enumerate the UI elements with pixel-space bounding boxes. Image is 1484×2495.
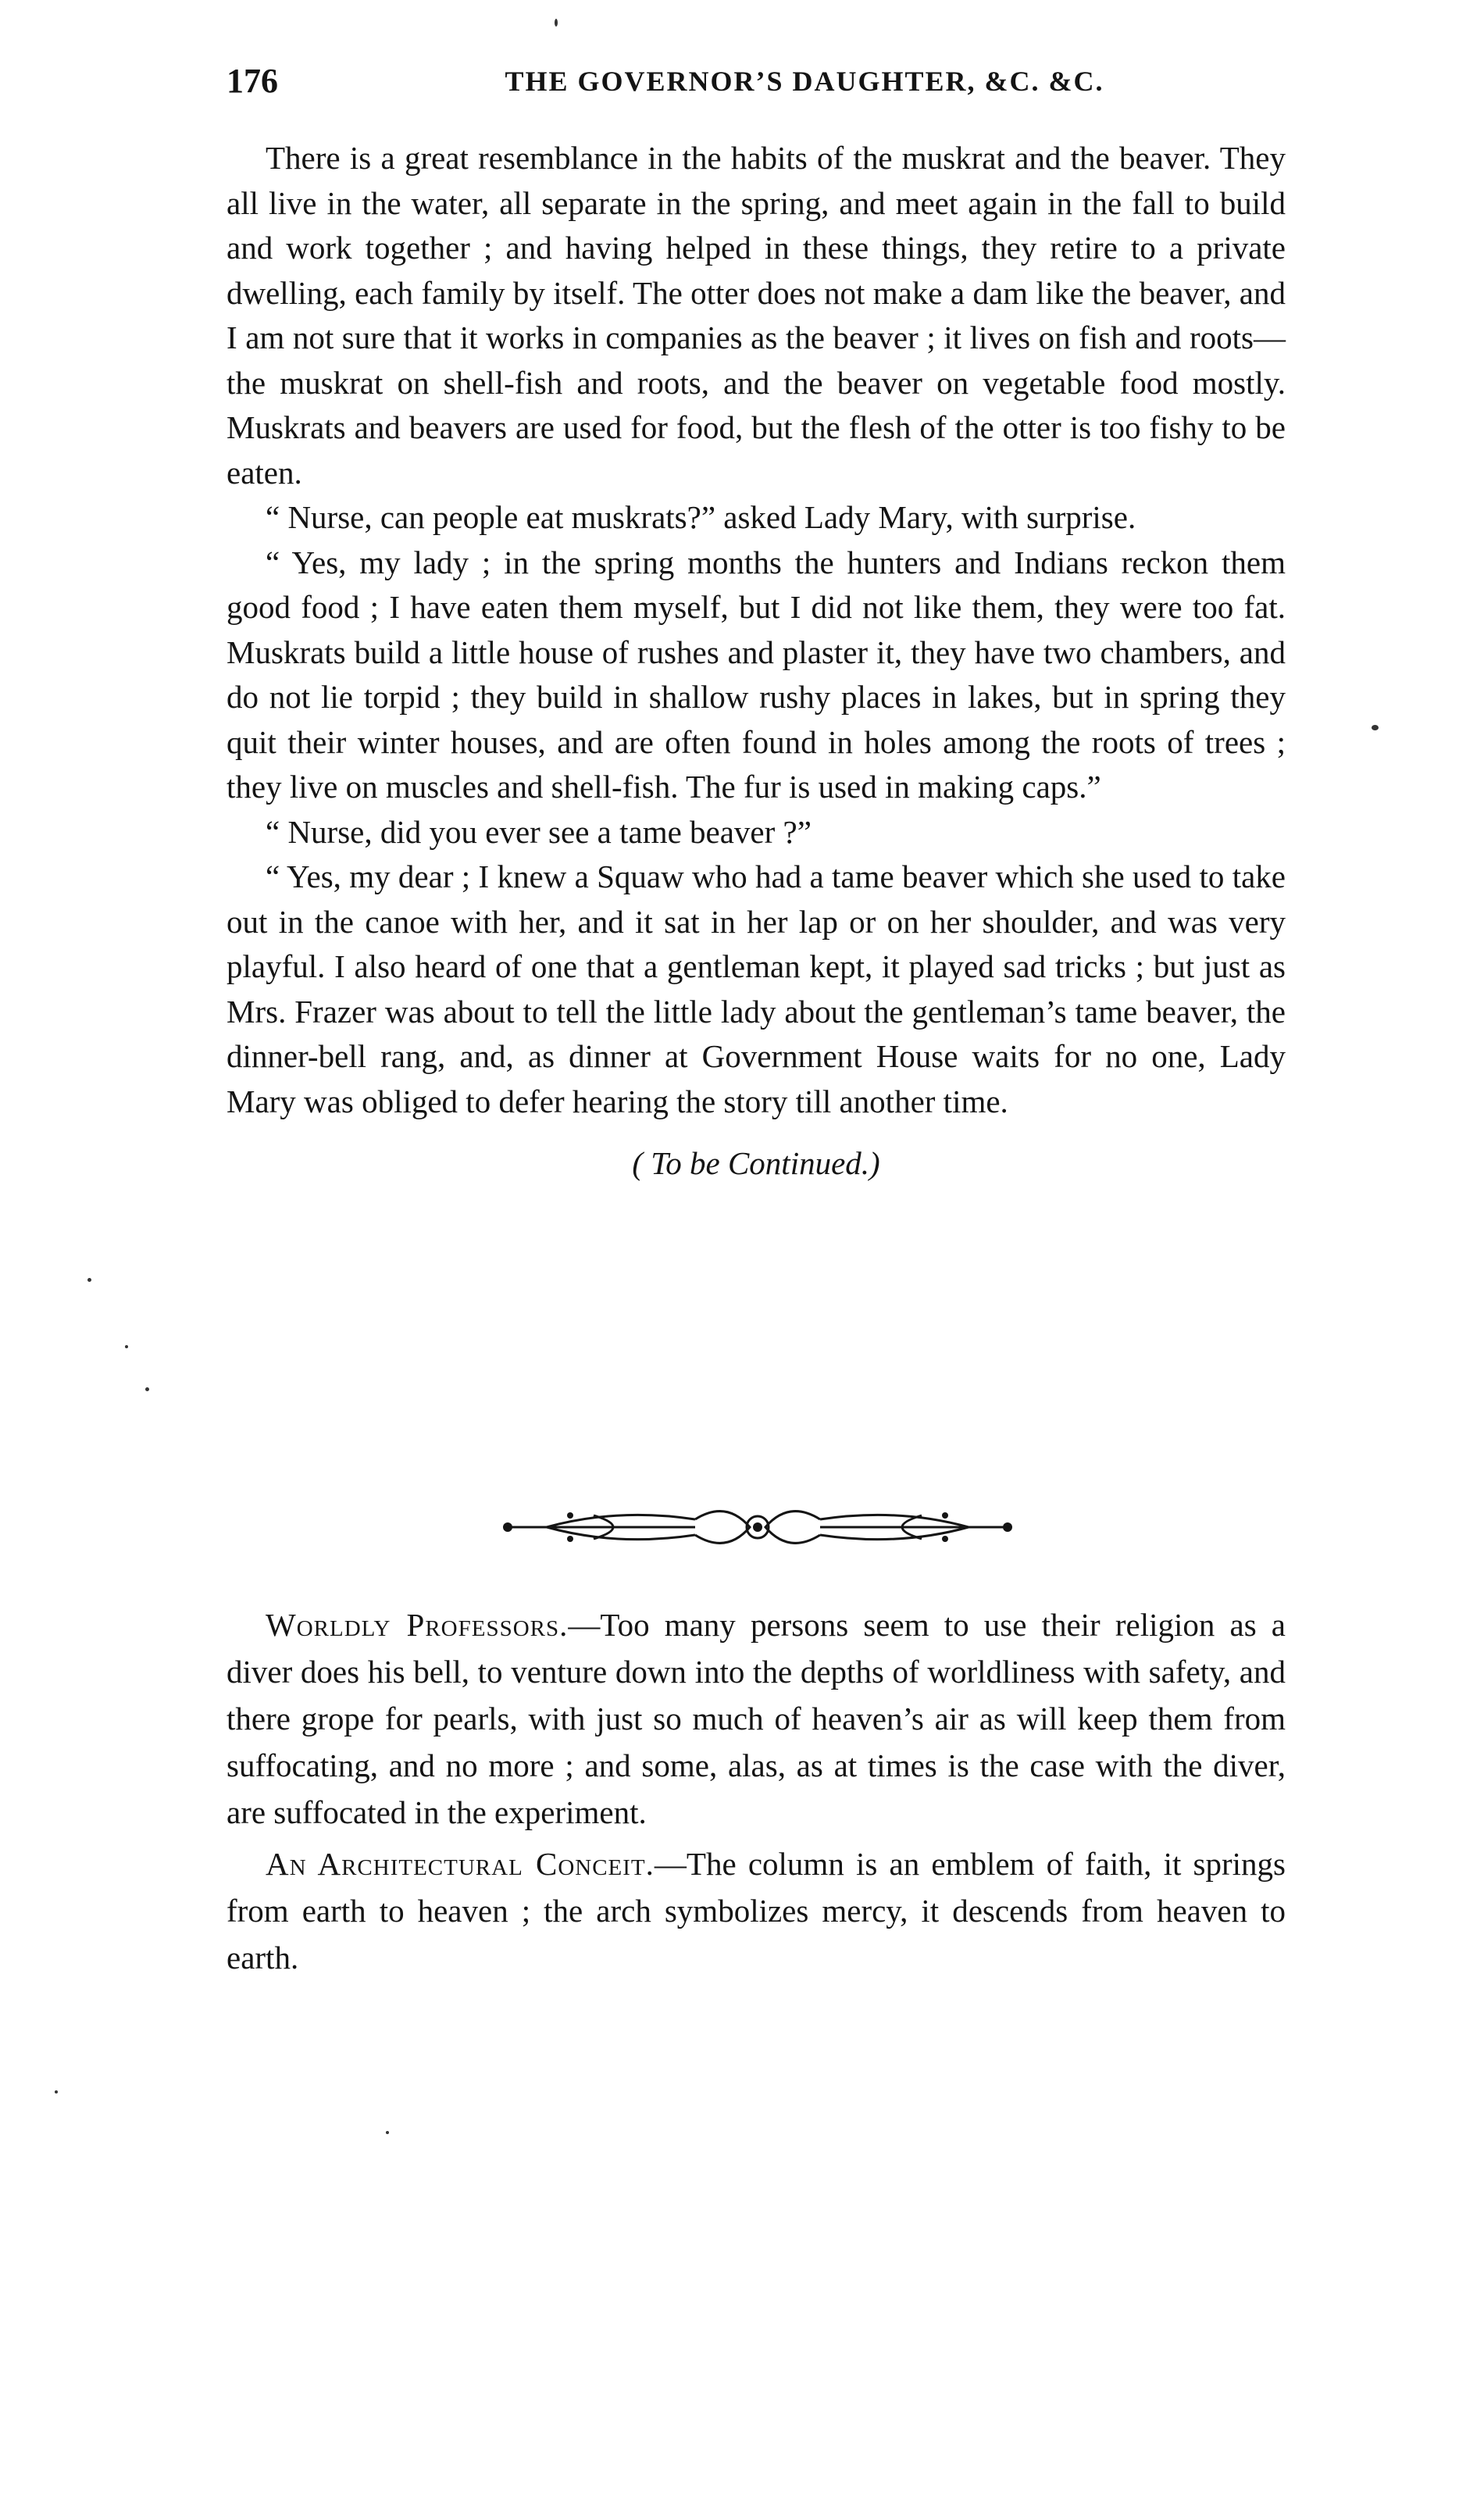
print-speck	[555, 19, 558, 27]
paragraph: “ Yes, my lady ; in the spring months the hunters and Indians reckon them good food ; I have eaten them myself, but I did not like them, they were too fat. Muskrats build a little house of rushes and plaster it, they have two chambers, and do not lie torpid ; they build in shallow rushy places in lakes, but in spring they quit their winter houses, and are often found in holes among the roots of trees ; they live on muscles and shell-fish. The fur is used in making caps.”	[227, 544, 1286, 805]
article-architectural-conceit	[227, 1840, 1286, 1981]
running-title: THE GOVERNOR’S DAUGHTER, &C. &C.	[505, 66, 1104, 97]
article-heading: An Architectural Conceit.	[266, 1846, 655, 1882]
print-speck	[55, 2090, 58, 2093]
paragraph: There is a great resemblance in the habits of the muskrat and the beaver. They all live in the water, all separate in the spring, and meet again in the fall to build and work together ; and having helped in these things, they retire to a private dwelling, each family by itself. The otter does not make a dam like the beaver, and I am not sure that it works in companies as the beaver ; it lives on fish and roots—the muskrat on shell-fish and roots, and the beaver on vegetable food mostly. Muskrats and beavers are used for food, but the flesh of the otter is too fishy to be eaten.	[227, 140, 1286, 491]
page-number: 176	[227, 62, 278, 100]
paragraph: “ Yes, my dear ; I knew a Squaw who had a tame beaver which she used to take out in the canoe with her, and it sat in her lap or on her shoulder, and was very playful. I also heard of one that a gentleman kept, it played sad tricks ; but just as Mrs. Frazer was about to tell the little lady about the gentleman’s tame beaver, the dinner-bell rang, and, as dinner at Government House waits for no one, Lady Mary was obliged to defer hearing the story till another time.	[227, 858, 1286, 1119]
ornamental-divider-icon	[500, 1492, 1015, 1562]
article-text: —The column is an emblem of faith, it springs from earth to heaven ; the arch symbolizes mercy, it descends from heaven to earth.	[227, 1846, 1286, 1976]
running-head	[227, 58, 1289, 105]
print-speck	[145, 1387, 149, 1391]
short-articles	[227, 1601, 1286, 1981]
story-text	[227, 136, 1286, 1187]
print-speck	[386, 2131, 389, 2134]
article-heading: Worldly Professors.	[266, 1607, 569, 1643]
print-speck	[1372, 725, 1379, 730]
article-text: —Too many persons seem to use their religion as a diver does his bell, to venture down into the depths of worldliness with safety, and there grope for pearls, with just so much of heaven’s air as will keep them from suffocating, and no more ; and some, alas, as at times is the case with the diver, are suffocated in the experiment.	[227, 1607, 1286, 1830]
article-worldly-professors	[227, 1601, 1286, 1836]
paragraph: “ Nurse, did you ever see a tame beaver ?”	[266, 813, 812, 850]
to-be-continued-note: ( To be Continued.)	[632, 1145, 880, 1181]
print-speck	[87, 1278, 91, 1282]
print-speck	[125, 1345, 128, 1348]
paragraph: “ Nurse, can people eat muskrats?” asked Lady Mary, with surprise.	[266, 499, 1136, 535]
